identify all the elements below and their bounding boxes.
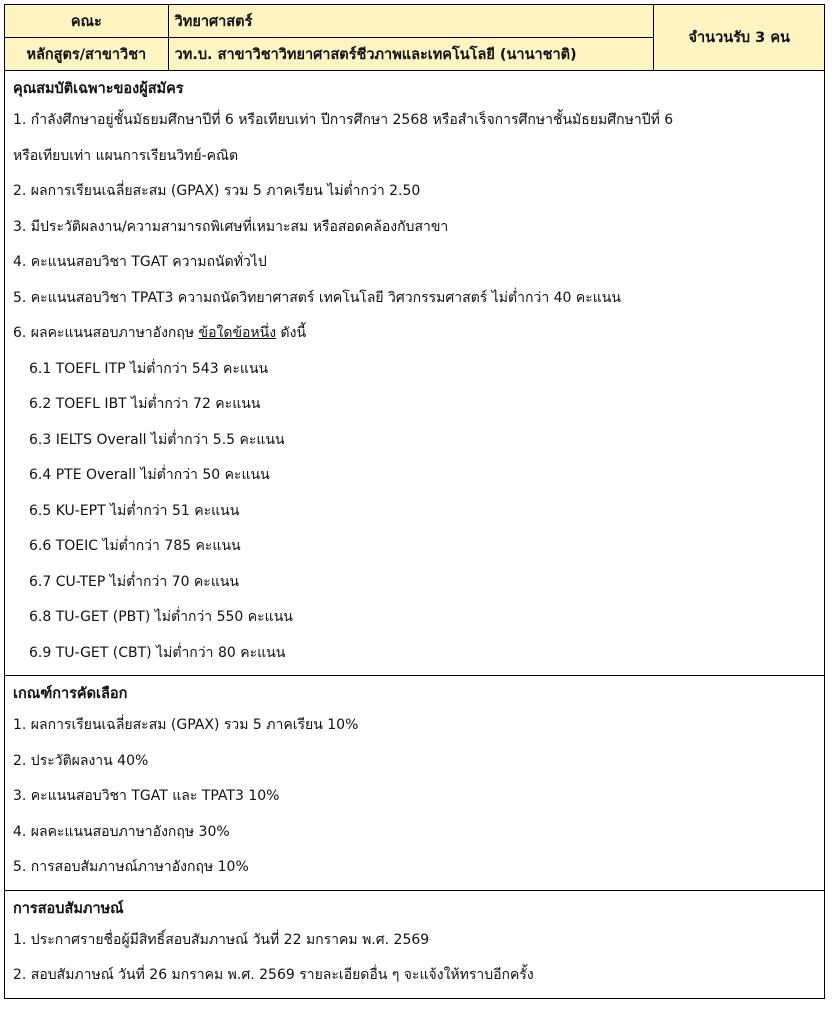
interview-item: 2. สอบสัมภาษณ์ วันที่ 26 มกราคม พ.ศ. 2569 รายละเอียดอื่น ๆ จะแจ้งให้ทราบอีกครั้ง — [13, 967, 534, 983]
admission-document — [4, 4, 825, 999]
interview-title: การสอบสัมภาษณ์ — [13, 900, 124, 917]
item-6-suffix: ดังนี้ — [276, 325, 307, 341]
qualification-item-5: 5. คะแนนสอบวิชา TPAT3 ความถนัดวิทยาศาสตร์ เทคโนโลยี วิศวกรรมศาสตร์ ไม่ต่ำกว่า 40 คะแนน — [13, 289, 621, 306]
criteria-item: 5. การสอบสัมภาษณ์ภาษาอังกฤษ 10% — [13, 859, 249, 875]
header-table — [5, 5, 824, 71]
criteria-item: 3. คะแนนสอบวิชา TGAT และ TPAT3 10% — [13, 788, 280, 804]
faculty-label: คณะ — [5, 5, 168, 38]
interview-section — [5, 890, 824, 998]
english-test-item: 6.8 TU-GET (PBT) ไม่ต่ำกว่า 550 คะแนน — [29, 609, 293, 625]
program-label: หลักสูตร/สาขาวิชา — [5, 38, 168, 71]
qualification-item-6 — [13, 316, 816, 352]
qualifications-title: คุณสมบัติเฉพาะของผู้สมัคร — [13, 81, 184, 97]
english-test-item: 6.9 TU-GET (CBT) ไม่ต่ำกว่า 80 คะแนน — [29, 644, 286, 661]
criteria-item: 2. ประวัติผลงาน 40% — [13, 752, 149, 769]
faculty-value: วิทยาศาสตร์ — [168, 5, 654, 38]
english-test-item: 6.5 KU-EPT ไม่ต่ำกว่า 51 คะแนน — [29, 502, 240, 519]
item-6-prefix: 6. ผลคะแนนสอบภาษาอังกฤษ — [13, 325, 199, 341]
english-test-item: 6.1 TOEFL ITP ไม่ต่ำกว่า 543 คะแนน — [29, 360, 269, 377]
item-6-underline: ข้อใดข้อหนึ่ง — [198, 325, 277, 341]
english-test-item: 6.2 TOEFL IBT ไม่ต่ำกว่า 72 คะแนน — [29, 396, 261, 412]
quota-cell: จำนวนรับ 3 คน — [654, 5, 824, 71]
qualifications-section — [5, 71, 824, 675]
english-test-item: 6.6 TOEIC ไม่ต่ำกว่า 785 คะแนน — [29, 538, 241, 554]
qualification-item-4: 4. คะแนนสอบวิชา TGAT ความถนัดทั่วไป — [13, 254, 267, 270]
qualification-item-3: 3. มีประวัติผลงาน/ความสามารถพิเศษที่เหมาะสม หรือสอดคล้องกับสาขา — [13, 218, 449, 235]
qualification-item-1-line-2: หรือเทียบเท่า แผนการเรียนวิทย์-คณิต — [13, 147, 239, 164]
program-value: วท.บ. สาขาวิชาวิทยาศาสตร์ชีวภาพและเทคโนโลยี (นานาชาติ) — [168, 38, 654, 71]
criteria-item: 1. ผลการเรียนเฉลี่ยสะสม (GPAX) รวม 5 ภาคเรียน 10% — [13, 717, 359, 733]
criteria-title: เกณฑ์การคัดเลือก — [13, 686, 128, 702]
english-test-item: 6.3 IELTS Overall ไม่ต่ำกว่า 5.5 คะแนน — [29, 431, 285, 448]
english-test-item: 6.7 CU-TEP ไม่ต่ำกว่า 70 คะแนน — [29, 573, 239, 590]
qualification-item-2: 2. ผลการเรียนเฉลี่ยสะสม (GPAX) รวม 5 ภาคเรียน ไม่ต่ำกว่า 2.50 — [13, 183, 421, 199]
english-test-item: 6.4 PTE Overall ไม่ต่ำกว่า 50 คะแนน — [29, 467, 270, 483]
qualification-item-1-line-1: 1. กำลังศึกษาอยู่ชั้นมัธยมศึกษาปีที่ 6 หรือเทียบเท่า ปีการศึกษา 2568 หรือสำเร็จการศึกษาชั้นมัธยมศึกษาปีที่ 6 — [13, 112, 674, 128]
criteria-item: 4. ผลคะแนนสอบภาษาอังกฤษ 30% — [13, 823, 230, 840]
criteria-section — [5, 675, 824, 890]
interview-item: 1. ประกาศรายชื่อผู้มีสิทธิ์สอบสัมภาษณ์ วันที่ 22 มกราคม พ.ศ. 2569 — [13, 931, 430, 948]
